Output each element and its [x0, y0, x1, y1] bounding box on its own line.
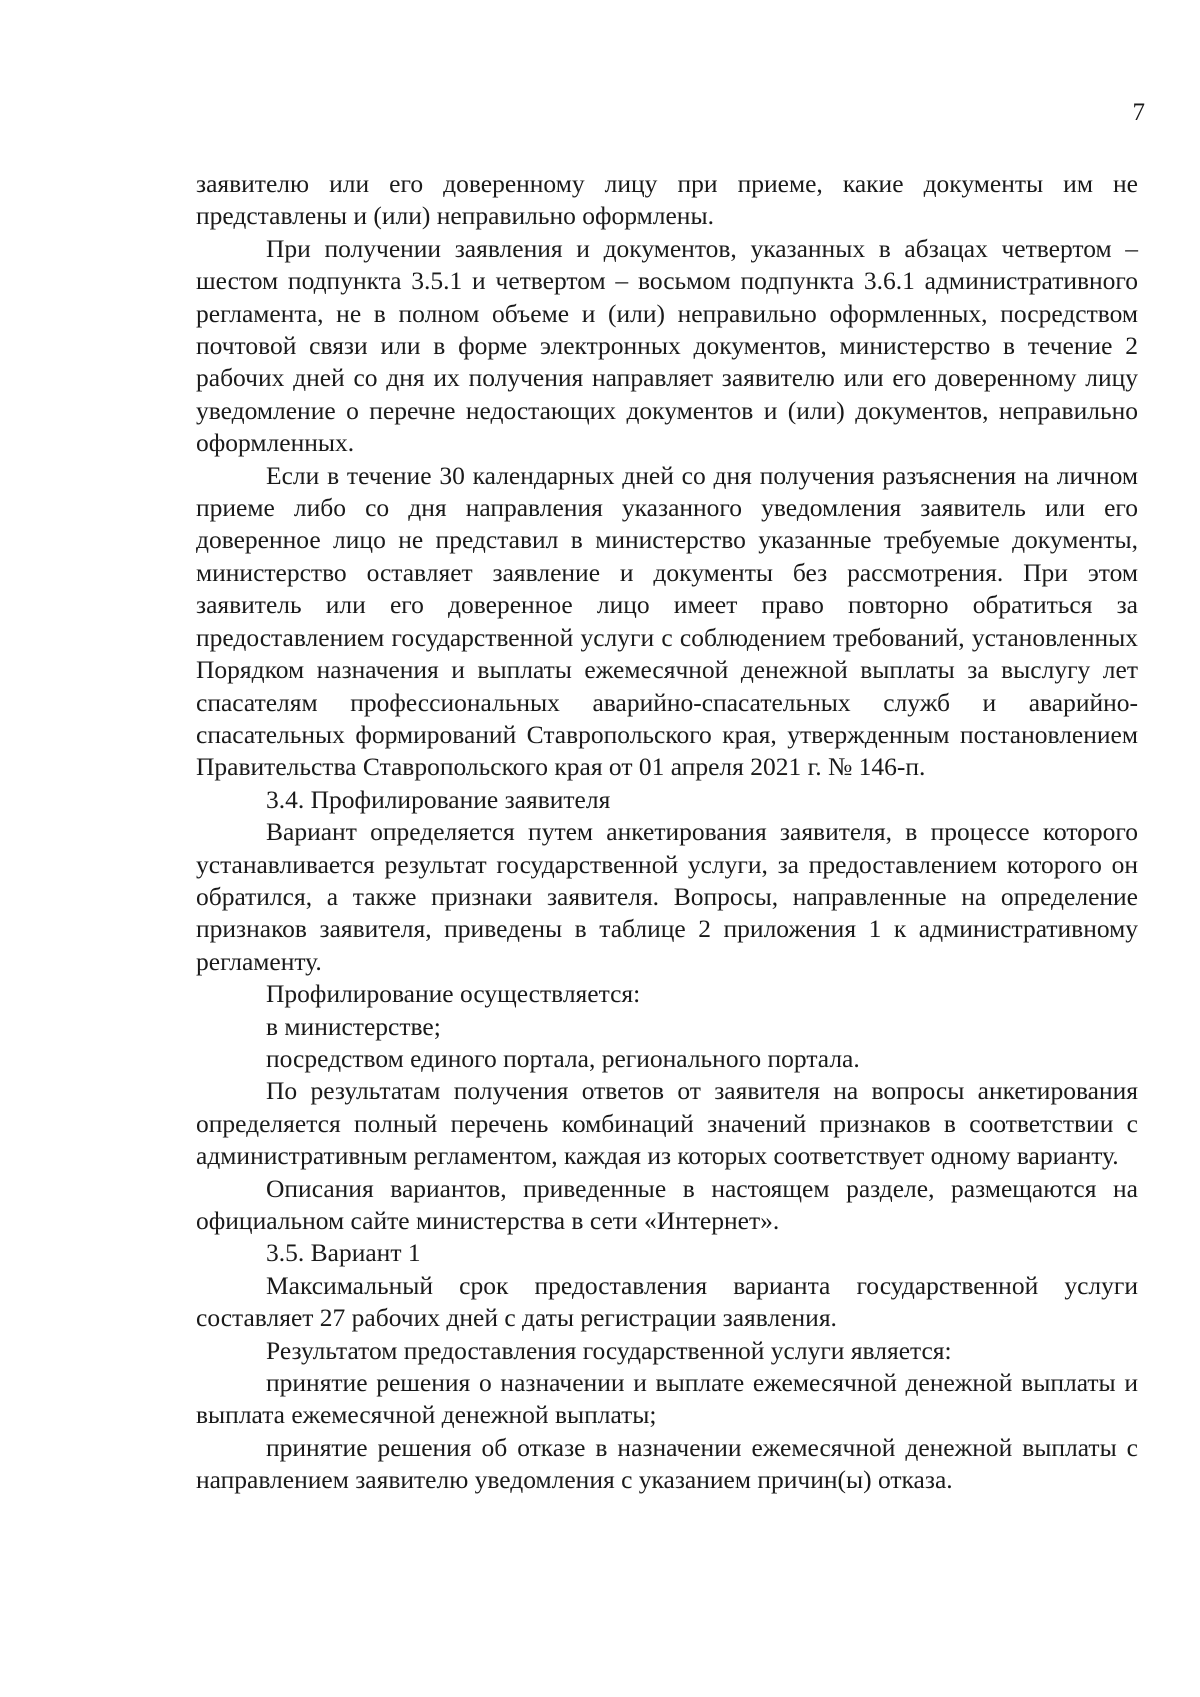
list-item-positive-decision: принятие решения о назначении и выплате ежемесячной денежной выплаты и выплата ежемесячной денежной выплаты;	[196, 1368, 1138, 1430]
paragraph-continuation: заявителю или его доверенному лицу при приеме, какие документы им не представлены и (или) неправильно оформлены.	[196, 169, 1138, 231]
paragraph-max-term: Максимальный срок предоставления варианта государственной услуги составляет 27 рабочих дней с даты регистрации заявления.	[196, 1270, 1138, 1333]
list-item-refusal-decision: принятие решения об отказе в назначении ежемесячной денежной выплаты с направлением заявителю уведомления с указанием причин(ы) отказа.	[196, 1432, 1138, 1495]
list-item-portal: посредством единого портала, регионального портала.	[266, 1043, 860, 1073]
paragraph-survey-results: По результатам получения ответов от заявителя на вопросы анкетирования определяется полный перечень комбинаций значений признаков в соответствии с административным регламентом, каждая из которых соответствует одному варианту.	[196, 1076, 1138, 1171]
paragraph-profiling-intro: Профилирование осуществляется:	[266, 979, 641, 1009]
section-heading-3-4: 3.4. Профилирование заявителя	[266, 784, 611, 814]
document-body	[196, 168, 1138, 1497]
paragraph-result-intro: Результатом предоставления государственной услуги является:	[266, 1335, 952, 1365]
paragraph-variant-descriptions: Описания вариантов, приведенные в настоящем разделе, размещаются на официальном сайте министерства в сети «Интернет».	[196, 1173, 1138, 1235]
list-item-ministry: в министерстве;	[266, 1011, 441, 1041]
paragraph-thirty-days: Если в течение 30 календарных дней со дня получения разъяснения на личном приеме либо со дня направления указанного уведомления заявитель или его доверенное лицо не представил в министерство указанные требуемые документы, министерство оставляет заявление и документы без рассмотрения. При этом заявитель или его доверенное лицо имеет право повторно обратиться за предоставлением государственной услуги с соблюдением требований, установленных Порядком назначения и выплаты ежемесячной денежной выплаты за выслугу лет спасателям профессиональных аварийно-спасательных служб и аварийно-спасательных формирований Ставропольского края, утвержденным постановлением Правительства Ставропольского края от 01 апреля 2021 г. № 146-п.	[196, 460, 1138, 782]
section-heading-3-5: 3.5. Вариант 1	[266, 1238, 421, 1268]
page-number: 7	[1132, 99, 1145, 126]
paragraph-incomplete-documents: При получении заявления и документов, указанных в абзацах четвертом – шестом подпункта 3.5.1 и четвертом – восьмом подпункта 3.6.1 административного регламента, не в полном объеме и (или) неправильно оформленных, посредством почтовой связи или в форме электронных документов, министерство в течение 2 рабочих дней со дня их получения направляет заявителю или его доверенному лицу уведомление о перечне недостающих документов и (или) документов, неправильно оформленных.	[196, 233, 1138, 458]
paragraph-variant-definition: Вариант определяется путем анкетирования заявителя, в процессе которого устанавливается результат государственной услуги, за предоставлением которого он обратился, а также признаки заявителя. Вопросы, направленные на определение признаков заявителя, приведены в таблице 2 приложения 1 к административному регламенту.	[196, 817, 1138, 976]
